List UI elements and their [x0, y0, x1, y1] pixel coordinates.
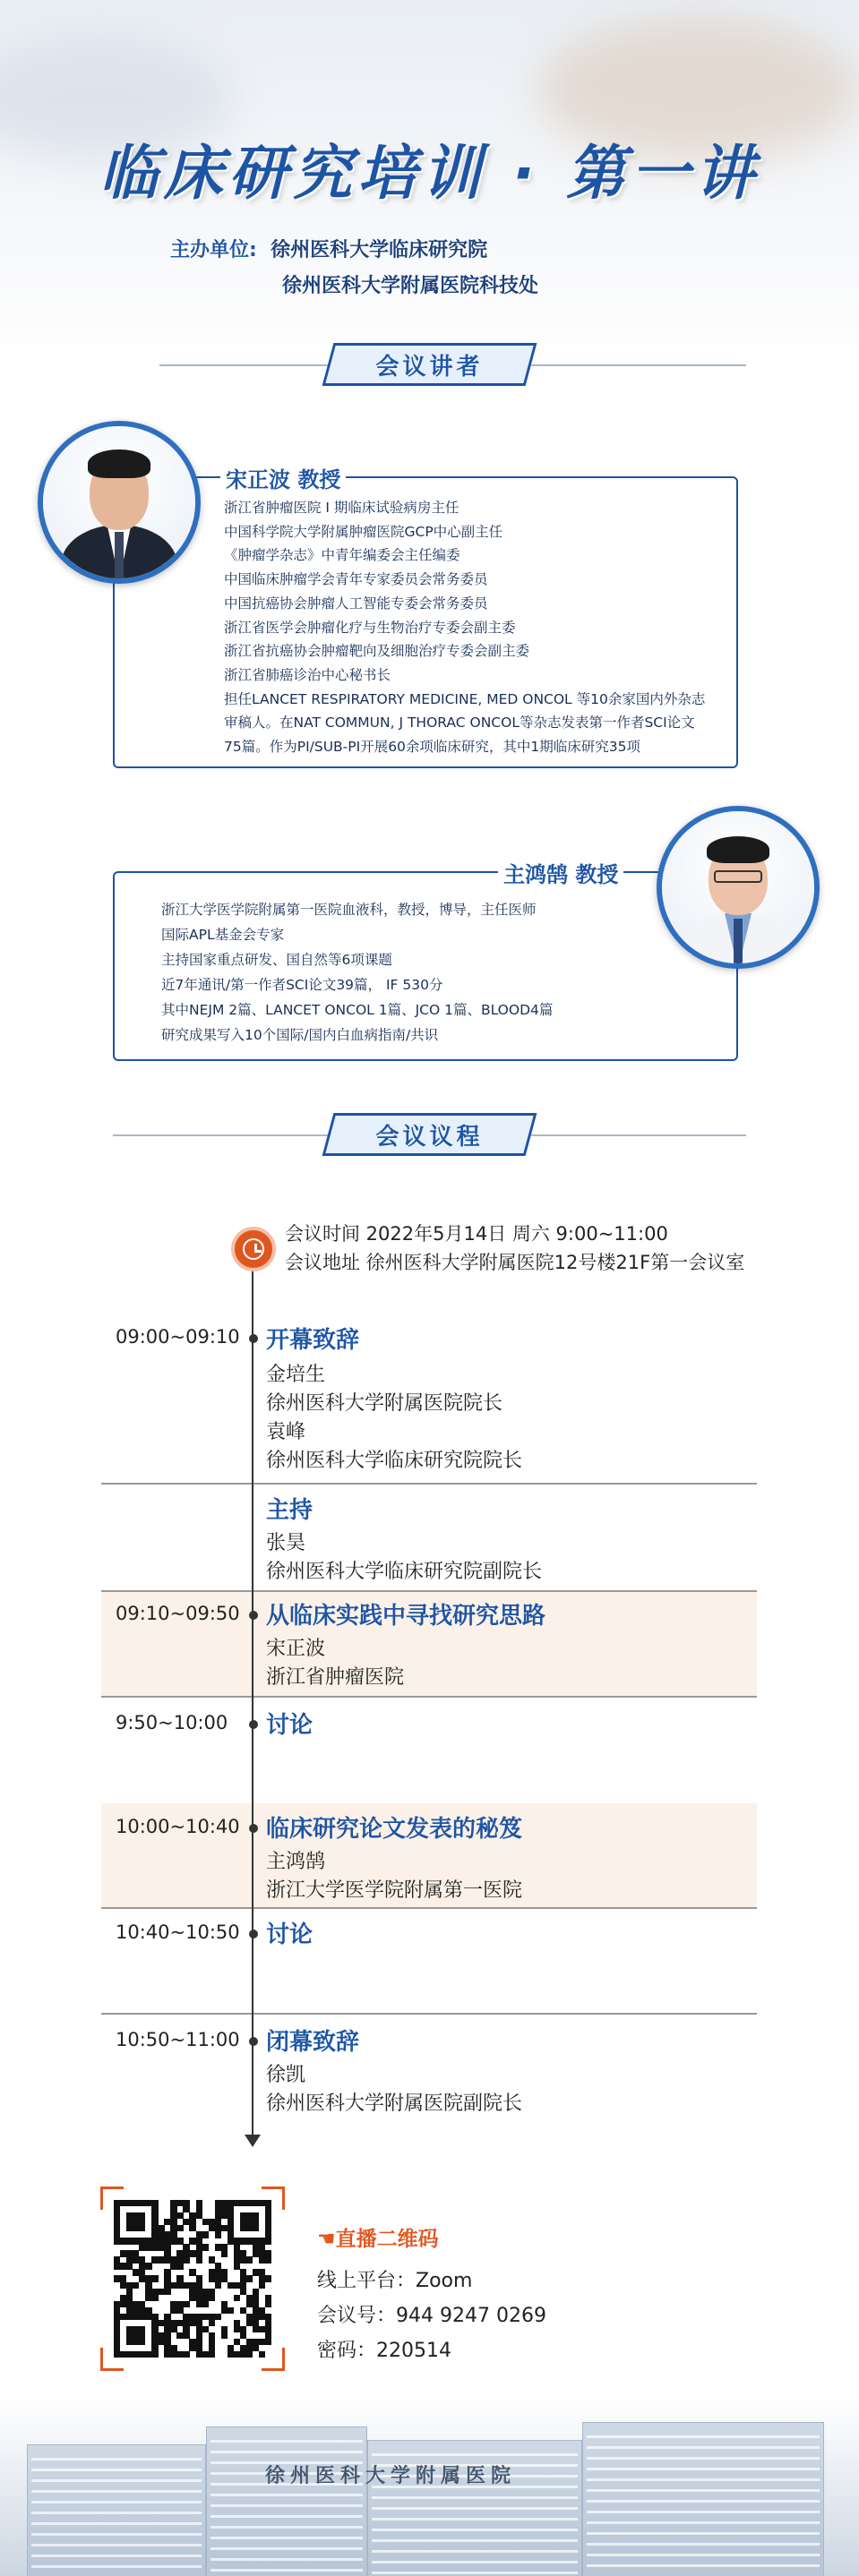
organizer-line1: 徐州医科大学临床研究院 — [271, 239, 488, 261]
page-title: 临床研究培训 · 第一讲 — [99, 139, 760, 208]
window-row — [587, 2521, 820, 2524]
bio-line: 中国科学院大学附属肿瘤医院GCP中心副主任 — [224, 523, 503, 540]
window-row — [210, 2440, 363, 2443]
live-platform: 线上平台：Zoom — [317, 2270, 473, 2292]
qr-module — [265, 2301, 271, 2307]
speaker-2-bio — [161, 897, 553, 1048]
timeline-axis — [252, 1236, 253, 2140]
qr-module — [209, 2320, 215, 2326]
bio-line: 浙江省肿瘤医院 I 期临床试验病房主任 — [224, 500, 460, 516]
window-row — [210, 2526, 363, 2529]
agenda-item-discussion-2 — [101, 1909, 757, 2015]
qr-module — [151, 2295, 158, 2301]
window-row — [372, 2518, 578, 2520]
window-row — [372, 2496, 578, 2499]
qr-module — [228, 2307, 234, 2314]
meeting-time: 会议时间 2022年5月14日 周六 9:00~11:00 — [285, 1223, 668, 1245]
agenda-topic: 临床研究论文发表的秘笈 — [266, 1816, 523, 1843]
window-row — [587, 2457, 820, 2460]
qr-module — [265, 2256, 271, 2263]
speaker-1-name: 宋正波 教授 — [220, 462, 346, 493]
window-row — [372, 2453, 578, 2456]
qr-module — [215, 2231, 221, 2238]
timeline-dot — [249, 1720, 258, 1729]
window-row — [587, 2564, 820, 2567]
window-row — [31, 2544, 202, 2546]
agenda-time: 10:00~10:40 — [116, 1816, 240, 1837]
bio-line: 研究成果写入10个国际/国内白血病指南/共识 — [161, 1027, 439, 1043]
pointing-hand-icon: ☚ — [317, 2228, 336, 2251]
window-row — [587, 2554, 820, 2556]
timeline-dot — [249, 1930, 258, 1938]
timeline-dot — [249, 1824, 258, 1833]
clock-icon — [231, 1227, 276, 1271]
qr-module — [139, 2339, 145, 2345]
qr-module — [221, 2250, 228, 2256]
timeline-dot — [249, 2037, 258, 2046]
window-row — [587, 2500, 820, 2503]
qr-module — [253, 2225, 259, 2231]
window-row — [31, 2522, 202, 2525]
window-row — [372, 2529, 578, 2531]
agenda-topic: 讨论 — [266, 1921, 314, 1948]
live-heading — [317, 2222, 439, 2252]
window-row — [372, 2561, 578, 2563]
qr-module — [151, 2351, 158, 2358]
window-row — [31, 2533, 202, 2536]
agenda-speaker: 张昊 — [266, 1532, 306, 1554]
qr-module — [114, 2307, 120, 2314]
window-row — [210, 2494, 363, 2496]
qr-module — [202, 2244, 209, 2250]
qr-module — [246, 2275, 253, 2281]
bio-line: 75篇。作为PI/SUB-PI开展60余项临床研究，其中1期临床研究35项 — [224, 739, 641, 756]
building — [582, 2422, 824, 2576]
window-row — [210, 2558, 363, 2561]
section-header-speakers — [0, 343, 859, 388]
window-row — [587, 2511, 820, 2513]
agenda-affiliation: 徐州医科大学附属医院副院长 — [266, 2092, 523, 2115]
qr-module — [209, 2351, 215, 2358]
section-title-agenda: 会议议程 — [375, 1124, 484, 1151]
timeline-dot — [249, 1334, 258, 1343]
qr-module — [265, 2238, 271, 2244]
bio-line: 国际APL基金会专家 — [161, 927, 285, 943]
bio-line: 《肿瘤学杂志》中青年编委会主任编委 — [224, 547, 460, 564]
agenda-item-host — [101, 1485, 757, 1592]
agenda-item-opening — [101, 1314, 757, 1485]
agenda-time: 10:40~10:50 — [116, 1921, 240, 1943]
section-header-agenda — [0, 1113, 859, 1158]
qr-module — [246, 2351, 253, 2358]
qr-module — [164, 2289, 170, 2295]
window-row — [372, 2572, 578, 2574]
qr-module — [196, 2256, 202, 2263]
live-details — [317, 2264, 546, 2368]
qr-module — [202, 2301, 209, 2307]
window-row — [31, 2469, 202, 2471]
window-row — [587, 2532, 820, 2535]
window-row — [372, 2539, 578, 2542]
agenda-time: 09:10~09:50 — [116, 1603, 240, 1624]
bio-line: 浙江省肺癌诊治中心秘书长 — [224, 666, 391, 683]
bio-line: 浙江省医学会肿瘤化疗与生物治疗专委会副主委 — [224, 619, 516, 636]
qr-module — [221, 2212, 228, 2219]
window-row — [210, 2515, 363, 2518]
agenda-affiliation: 浙江省肿瘤医院 — [266, 1666, 405, 1689]
live-heading-text: 直播二维码 — [335, 2228, 439, 2251]
agenda-item-talk-2 — [101, 1803, 757, 1909]
bio-line: 中国抗癌协会肿瘤人工智能专委会常务委员 — [224, 595, 488, 612]
divider — [531, 364, 746, 366]
hospital-sign: 徐州医科大学附属医院 — [265, 2465, 517, 2487]
agenda-speaker: 主鸿鹄 — [266, 1851, 326, 1873]
window-row — [31, 2512, 202, 2514]
qr-module — [259, 2282, 265, 2289]
window-row — [587, 2489, 820, 2492]
agenda-speaker: 徐凯 — [266, 2064, 306, 2086]
qr-module — [221, 2332, 228, 2339]
organizer-line2: 徐州医科大学附属医院科技处 — [282, 275, 539, 297]
hair-icon — [88, 449, 150, 478]
meeting-info — [285, 1220, 744, 1277]
qr-module — [221, 2225, 228, 2231]
bio-line: 担任LANCET RESPIRATORY MEDICINE, MED ONCOL 等10余家国内外杂志 — [224, 690, 706, 707]
qr-module — [145, 2263, 151, 2269]
window-row — [210, 2569, 363, 2572]
agenda-topic: 闭幕致辞 — [266, 2029, 360, 2056]
agenda-speaker: 金培生 — [266, 1364, 326, 1386]
agenda-item-discussion-1 — [101, 1698, 757, 1803]
bio-line: 其中NEJM 2篇、LANCET ONCOL 1篇、JCO 1篇、BLOOD4篇 — [161, 1002, 554, 1018]
qr-module — [151, 2275, 158, 2281]
divider — [159, 364, 328, 366]
bio-line: 审稿人。在NAT COMMUN, J THORAC ONCOL等杂志发表第一作者SCI论文 — [224, 715, 695, 732]
qr-module — [133, 2282, 139, 2289]
qr-module — [202, 2231, 209, 2238]
window-row — [372, 2507, 578, 2510]
agenda-item-talk-1 — [101, 1592, 757, 1698]
qr-module — [145, 2307, 151, 2314]
agenda-affiliation: 浙江大学医学院附属第一医院 — [266, 1879, 523, 1902]
agenda-time: 10:50~11:00 — [116, 2029, 240, 2050]
qr-module — [183, 2301, 189, 2307]
qr-module — [265, 2275, 271, 2281]
bio-line: 主持国家重点研发、国自然等6项课题 — [161, 952, 392, 968]
qr-module — [265, 2339, 271, 2345]
glasses-icon — [714, 870, 762, 883]
window-row — [31, 2555, 202, 2557]
qr-module — [139, 2225, 145, 2231]
live-password: 密码：220514 — [317, 2340, 451, 2362]
qr-module — [215, 2314, 221, 2320]
agenda-speaker: 袁峰 — [266, 1421, 306, 1443]
building — [27, 2444, 206, 2576]
agenda-topic: 开幕致辞 — [266, 1327, 360, 1354]
qr-module — [209, 2295, 215, 2301]
organizer-label: 主办单位: — [170, 239, 257, 261]
qr-module — [259, 2351, 265, 2358]
window-row — [31, 2490, 202, 2493]
agenda-affiliation: 徐州医科大学附属医院院长 — [266, 1392, 503, 1415]
window-row — [210, 2451, 363, 2453]
clock-face — [243, 1238, 264, 1260]
bio-line: 中国临床肿瘤学会青年专家委员会常务委员 — [224, 571, 488, 588]
hair-icon — [707, 836, 769, 863]
agenda-speaker: 宋正波 — [266, 1638, 326, 1660]
tie-icon — [115, 532, 124, 578]
qr-module — [215, 2282, 221, 2289]
window-row — [31, 2501, 202, 2503]
window-row — [587, 2468, 820, 2470]
window-row — [587, 2435, 820, 2438]
timeline-dot — [249, 1611, 258, 1620]
qr-module — [246, 2256, 253, 2263]
meeting-place: 会议地址 徐州医科大学附属医院12号楼21F第一会议室 — [285, 1252, 745, 1273]
hospital-building-illustration — [0, 2400, 859, 2576]
agenda-topic: 主持 — [266, 1497, 314, 1524]
window-row — [31, 2458, 202, 2460]
window-row — [372, 2550, 578, 2553]
window-row — [31, 2565, 202, 2568]
qr-module — [176, 2225, 183, 2231]
live-meeting-id: 会议号：944 9247 0269 — [317, 2305, 546, 2327]
organizer-block — [170, 233, 538, 304]
qr-module — [234, 2295, 240, 2301]
qr-code-frame[interactable] — [100, 2187, 285, 2371]
speaker-1-photo — [38, 421, 201, 584]
speaker-1-bio — [224, 496, 705, 759]
agenda-affiliation: 徐州医科大学临床研究院副院长 — [266, 1561, 543, 1583]
window-row — [587, 2446, 820, 2449]
divider — [531, 1134, 746, 1136]
bio-line: 近7年通讯/第一作者SCI论文39篇， IF 530分 — [161, 977, 443, 993]
qr-module — [183, 2256, 189, 2263]
window-row — [210, 2537, 363, 2539]
agenda-affiliation: 徐州医科大学临床研究院院长 — [266, 1450, 523, 1472]
window-row — [210, 2504, 363, 2507]
agenda-time: 09:00~09:10 — [116, 1326, 240, 1348]
section-title-speakers: 会议讲者 — [375, 354, 484, 381]
agenda-topic: 从临床实践中寻找研究思路 — [266, 1603, 546, 1630]
window-row — [587, 2543, 820, 2546]
bio-line: 浙江大学医学院附属第一医院血液科，教授，博导，主任医师 — [161, 902, 537, 918]
divider — [113, 1134, 328, 1136]
tie-icon — [734, 919, 743, 965]
speaker-2-photo — [657, 806, 820, 969]
timeline-arrow-icon — [245, 2135, 261, 2147]
clock-hand — [254, 1250, 262, 1253]
speaker-2-name: 主鸿鹄 教授 — [498, 857, 623, 888]
agenda-time: 9:50~10:00 — [116, 1712, 228, 1733]
building — [206, 2426, 367, 2576]
qr-code-icon[interactable] — [114, 2200, 271, 2358]
bio-line: 浙江省抗癌协会肿瘤靶向及细胞治疗专委会副主委 — [224, 643, 530, 660]
agenda-item-closing — [101, 2015, 757, 2113]
window-row — [31, 2479, 202, 2482]
qr-module — [176, 2263, 183, 2269]
qr-module — [183, 2351, 189, 2358]
window-row — [210, 2547, 363, 2550]
window-row — [587, 2478, 820, 2481]
agenda-topic: 讨论 — [266, 1712, 314, 1739]
